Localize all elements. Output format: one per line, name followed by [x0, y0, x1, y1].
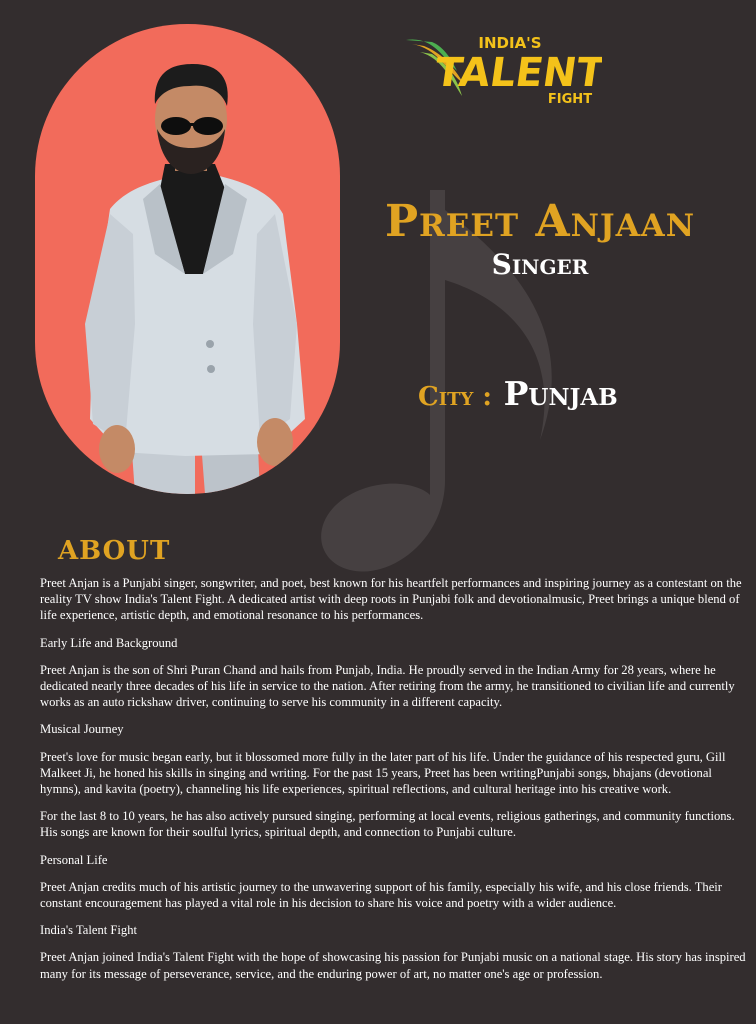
logo-line-2: TALENT — [431, 50, 602, 96]
section-heading-musical-journey: Musical Journey — [40, 722, 124, 737]
about-intro-paragraph: Preet Anjan is a Punjabi singer, songwriter, and poet, best known for his heartfelt performances and inspiring journey as a contestant on the reality TV show India's Talent Fight. A dedicated artist with deep roots in Punjabi folk and devotionalmusic, Preet brings a unique blend of life experience, artistic depth, and emotional resonance to his performances. — [40, 576, 742, 623]
singer-role: Singer — [491, 248, 589, 281]
singer-name: Preet Anjaan — [384, 196, 696, 247]
section-heading-talent-fight: India's Talent Fight — [40, 923, 137, 938]
city-label: City : — [418, 382, 493, 412]
logo-line-3: FIGHT — [547, 92, 593, 106]
indias-talent-fight-logo — [402, 26, 602, 106]
musical-journey-paragraph: Preet's love for music began early, but it blossomed more fully in the later part of his life. Under the guidance of his respected guru, Gill Malkeet Ji, he honed his skills in singing and writing. For the past 15 years, Preet has been writingPunjabi songs, bhajans (devotional hymns), and kavita (poetry), channeling his life experiences, spiritual reflections, and cultural heritage into his creative work. — [40, 749, 726, 797]
portrait-frame — [35, 24, 340, 494]
about-heading: ABOUT — [58, 536, 171, 566]
personal-life-paragraph: Preet Anjan credits much of his artistic journey to the unwavering support of his family, especially his wife, and his close friends. Their constant encouragement has played a vital role in his decision to share his voice and poetry with a wider audience. — [40, 879, 722, 911]
talent-fight-paragraph: Preet Anjan joined India's Talent Fight with the hope of showcasing his passion for Punjabi music on a national stage. His story has inspired many for its message of perseverance, service, and the enduring power of art, no matter one's age or profession. — [40, 950, 746, 981]
city-value: Punjab — [503, 374, 618, 413]
logo-line-1: INDIA'S — [478, 34, 542, 52]
about-body — [40, 575, 750, 993]
section-heading-early-life: Early Life and Background — [40, 635, 178, 650]
singing-paragraph: For the last 8 to 10 years, he has also actively pursued singing, performing at local events, religious gatherings, and community functions. His songs are known for their soulful lyrics, spiritual depth, and connection to Punjabi culture. — [40, 809, 735, 840]
city-row — [418, 374, 618, 413]
section-heading-personal-life: Personal Life — [40, 852, 108, 867]
singer-portrait — [35, 24, 340, 494]
early-life-paragraph: Preet Anjan is the son of Shri Puran Chand and hails from Punjab, India. He proudly served in the Indian Army for 28 years, where he dedicated nearly three decades of his life in service to the nation. After retiring from the army, he transitioned to civilian life and currently works as an auto rickshaw driver, continuing to serve his community in a different capacity. — [40, 662, 735, 710]
